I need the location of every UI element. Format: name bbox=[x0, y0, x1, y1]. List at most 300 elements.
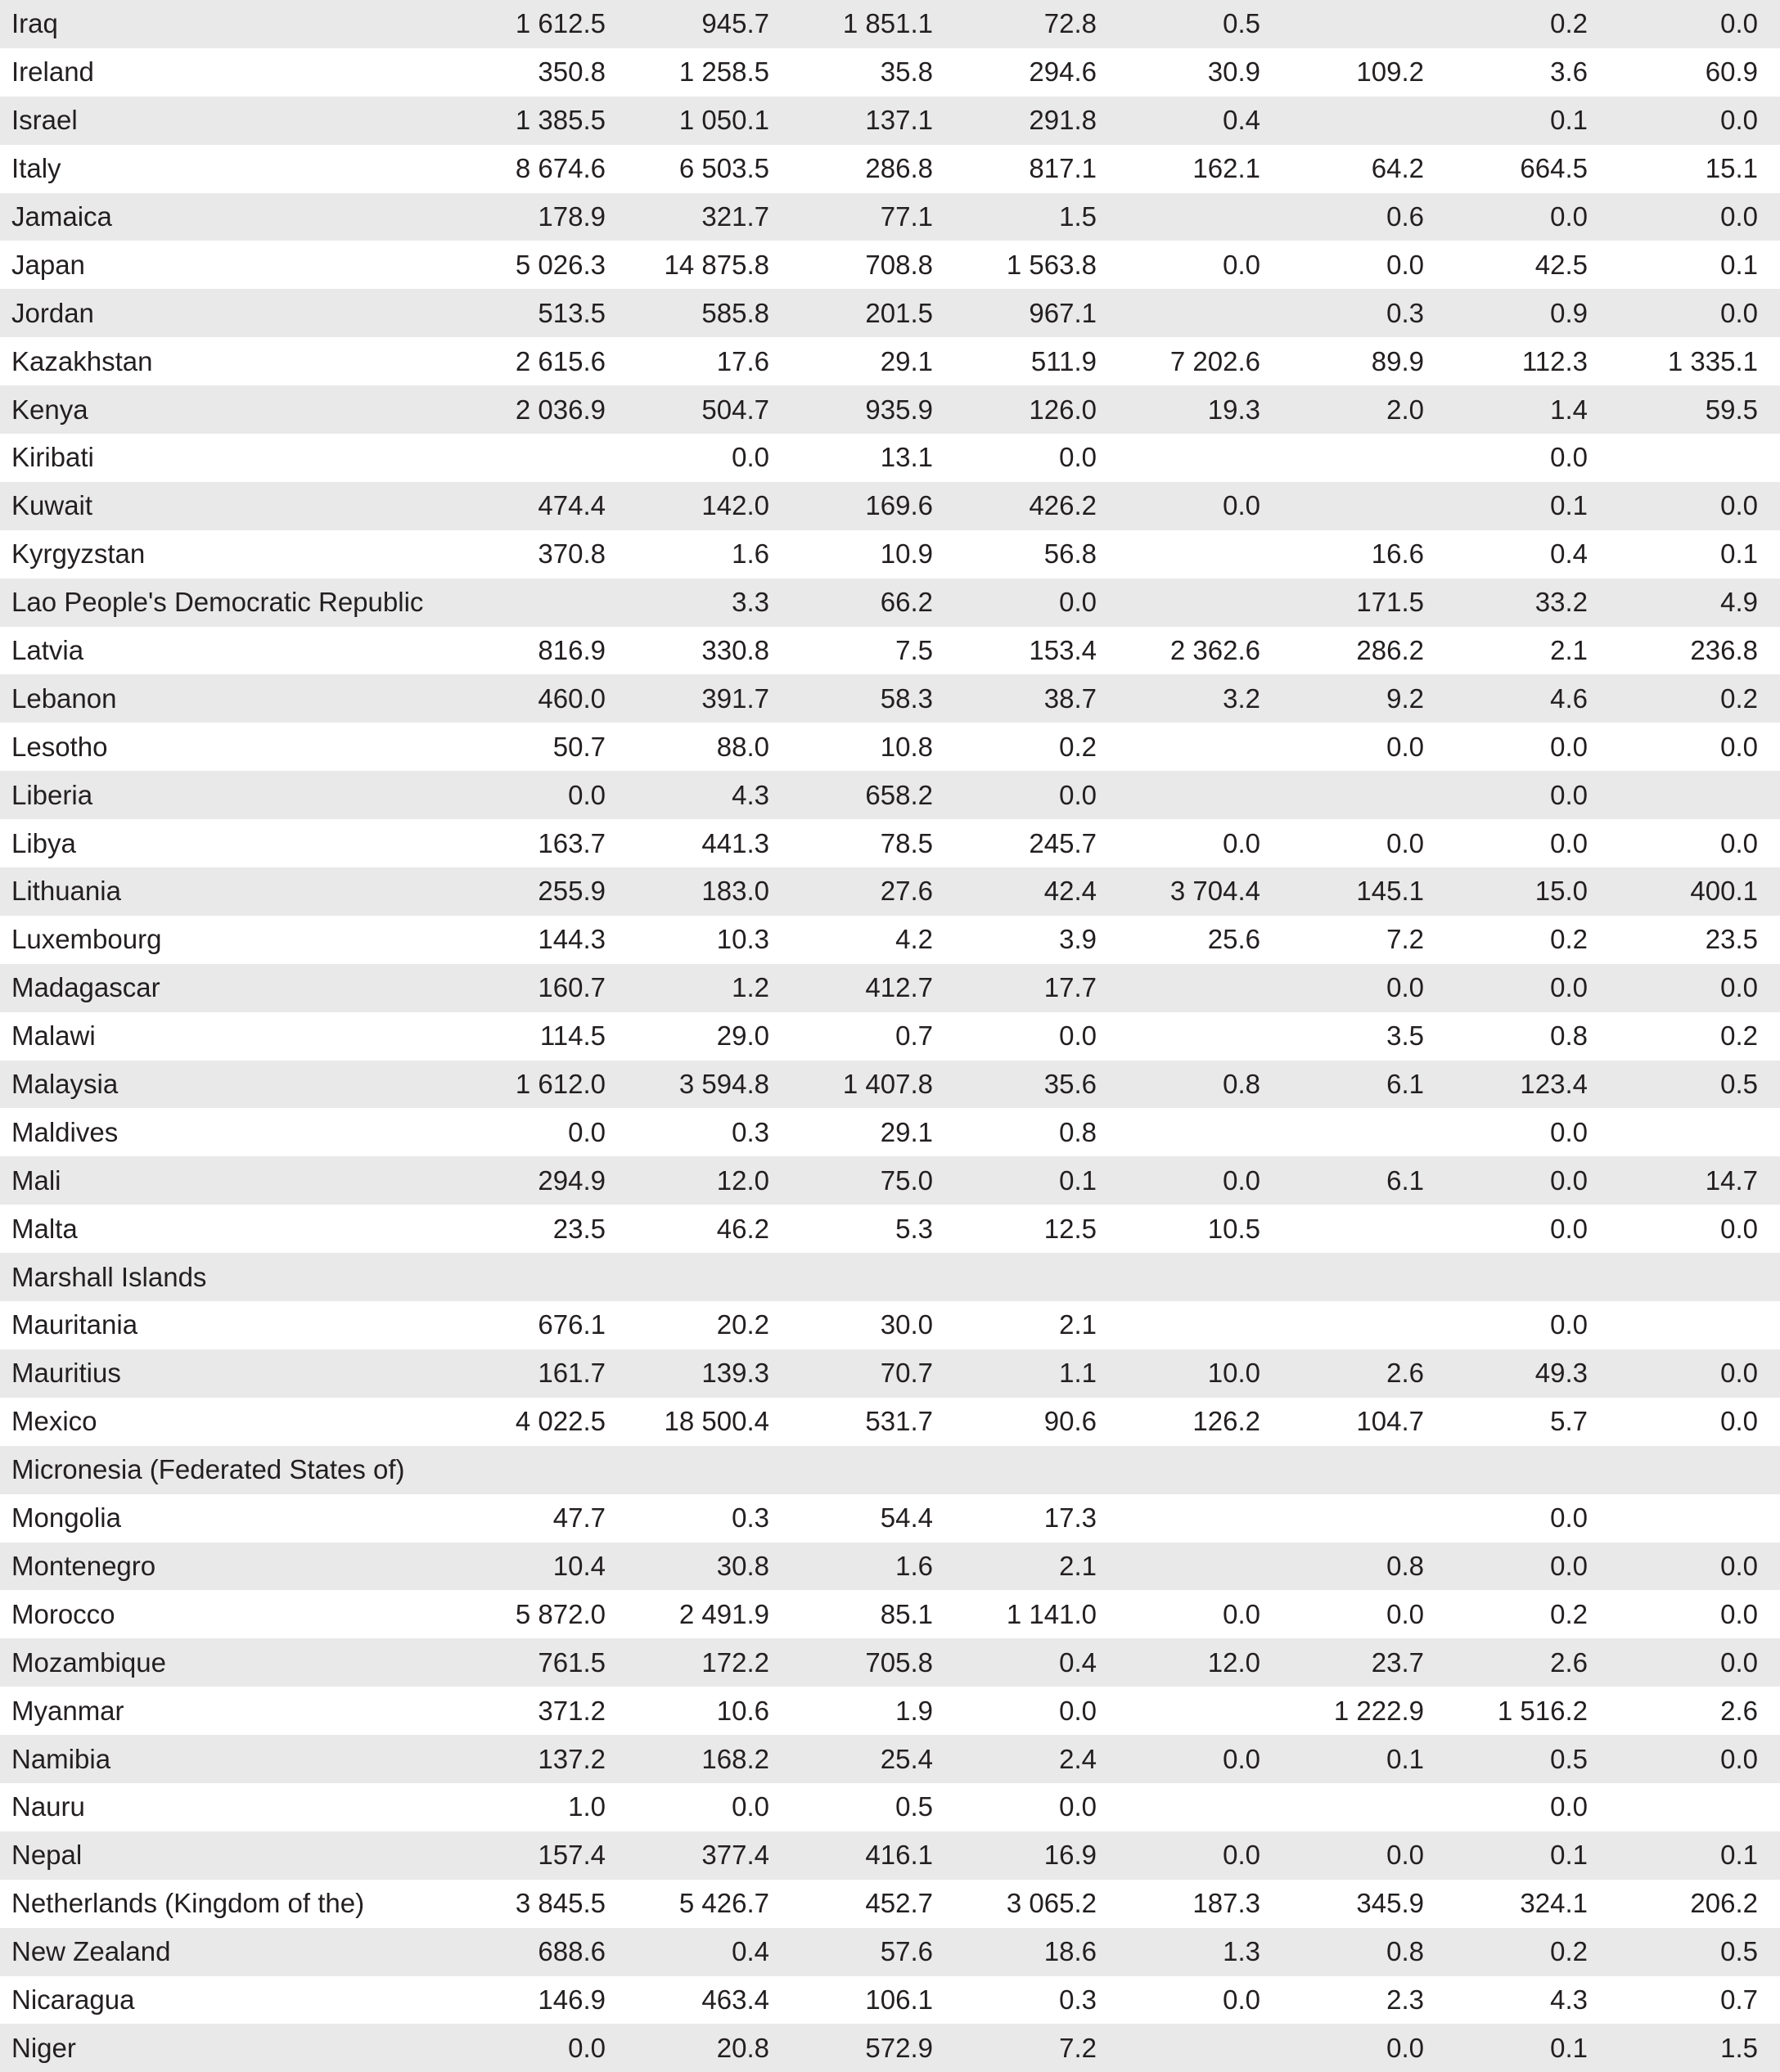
table-row bbox=[0, 1494, 1780, 1543]
value-cell-col-1: 163.7 bbox=[538, 827, 606, 858]
value-cell-col-1: 1.0 bbox=[568, 1791, 606, 1822]
table-row bbox=[0, 1012, 1780, 1061]
value-cell-col-3 bbox=[769, 1446, 933, 1494]
value-cell-col-3 bbox=[769, 1253, 933, 1301]
value-cell-col-1: 370.8 bbox=[538, 538, 606, 570]
value-cell-col-5: 2 362.6 bbox=[1169, 635, 1260, 666]
value-cell-col-3: 412.7 bbox=[865, 972, 933, 1003]
value-cell-col-6 bbox=[1260, 0, 1424, 48]
value-cell-col-7: 0.0 bbox=[1550, 1213, 1588, 1244]
value-cell-col-5: 10.0 bbox=[1207, 1358, 1260, 1389]
country-name-cell: Jordan bbox=[11, 297, 94, 328]
value-cell-col-6 bbox=[1260, 482, 1424, 530]
table-row bbox=[0, 819, 1780, 867]
value-cell-col-4: 0.0 bbox=[1059, 1020, 1097, 1052]
value-cell-col-4: 294.6 bbox=[1029, 56, 1097, 88]
value-cell-col-7: 0.4 bbox=[1550, 538, 1588, 570]
table-row bbox=[0, 674, 1780, 723]
value-cell-col-3: 4.2 bbox=[895, 924, 933, 955]
value-cell-col-5 bbox=[1097, 579, 1260, 627]
value-cell-col-5: 0.8 bbox=[1223, 1069, 1260, 1100]
value-cell-col-5: 19.3 bbox=[1207, 394, 1260, 425]
value-cell-col-5: 30.9 bbox=[1207, 56, 1260, 88]
value-cell-col-4: 1.5 bbox=[1059, 201, 1097, 232]
value-cell-col-8: 0.7 bbox=[1720, 1984, 1758, 2015]
value-cell-col-5 bbox=[1097, 193, 1260, 241]
table-row bbox=[0, 1301, 1780, 1349]
value-cell-col-3: 10.9 bbox=[880, 538, 933, 570]
value-cell-col-6: 0.8 bbox=[1386, 1550, 1424, 1581]
value-cell-col-2: 14 875.8 bbox=[664, 249, 769, 280]
value-cell-col-2: 20.2 bbox=[716, 1309, 769, 1340]
country-name-cell: Ireland bbox=[11, 56, 94, 88]
value-cell-col-1: 4 022.5 bbox=[515, 1406, 606, 1437]
value-cell-col-2: 17.6 bbox=[716, 345, 769, 376]
value-cell-col-4: 2.1 bbox=[1059, 1550, 1097, 1581]
value-cell-col-2: 0.4 bbox=[732, 1936, 769, 1967]
value-cell-col-1: 460.0 bbox=[538, 682, 606, 714]
value-cell-col-8: 0.1 bbox=[1720, 538, 1758, 570]
value-cell-col-3: 0.5 bbox=[895, 1791, 933, 1822]
value-cell-col-1: 3 845.5 bbox=[515, 1888, 606, 1919]
value-cell-col-5: 0.0 bbox=[1223, 1984, 1260, 2015]
value-cell-col-2: 20.8 bbox=[716, 2032, 769, 2063]
value-cell-col-3: 169.6 bbox=[865, 490, 933, 521]
value-cell-col-4: 967.1 bbox=[1029, 297, 1097, 328]
value-cell-col-6 bbox=[1260, 1494, 1424, 1543]
value-cell-col-1: 350.8 bbox=[538, 56, 606, 88]
value-cell-col-1: 2 036.9 bbox=[515, 394, 606, 425]
value-cell-col-4: 2.4 bbox=[1059, 1743, 1097, 1774]
value-cell-col-4: 426.2 bbox=[1029, 490, 1097, 521]
value-cell-col-8 bbox=[1588, 1108, 1780, 1156]
value-cell-col-2 bbox=[606, 1446, 769, 1494]
value-cell-col-7: 15.0 bbox=[1534, 876, 1588, 907]
value-cell-col-5 bbox=[1097, 1494, 1260, 1543]
value-cell-col-7: 0.5 bbox=[1550, 1743, 1588, 1774]
value-cell-col-5 bbox=[1097, 1446, 1260, 1494]
value-cell-col-5 bbox=[1097, 723, 1260, 771]
value-cell-col-6: 0.8 bbox=[1386, 1936, 1424, 1967]
table-row bbox=[0, 1446, 1780, 1494]
value-cell-col-2: 139.3 bbox=[701, 1358, 769, 1389]
value-cell-col-7: 0.1 bbox=[1550, 490, 1588, 521]
value-cell-col-4: 35.6 bbox=[1043, 1069, 1097, 1100]
value-cell-col-1: 2 615.6 bbox=[515, 345, 606, 376]
value-cell-col-2: 142.0 bbox=[701, 490, 769, 521]
country-name-cell: Mexico bbox=[11, 1406, 97, 1437]
value-cell-col-5: 162.1 bbox=[1192, 153, 1260, 184]
value-cell-col-4: 0.0 bbox=[1059, 1695, 1097, 1726]
value-cell-col-8: 0.2 bbox=[1720, 1020, 1758, 1052]
value-cell-col-3: 75.0 bbox=[880, 1164, 933, 1196]
country-name-cell: Niger bbox=[11, 2032, 76, 2063]
value-cell-col-8: 59.5 bbox=[1705, 394, 1758, 425]
value-cell-col-4 bbox=[933, 1446, 1097, 1494]
value-cell-col-6 bbox=[1260, 1253, 1424, 1301]
country-name-cell: Nauru bbox=[11, 1791, 85, 1822]
table-row bbox=[0, 289, 1780, 337]
value-cell-col-1: 157.4 bbox=[538, 1840, 606, 1871]
value-cell-col-3: 531.7 bbox=[865, 1406, 933, 1437]
value-cell-col-4: 72.8 bbox=[1043, 8, 1097, 39]
value-cell-col-4: 16.9 bbox=[1043, 1840, 1097, 1871]
value-cell-col-1: 8 674.6 bbox=[515, 153, 606, 184]
country-name-cell: Myanmar bbox=[11, 1695, 124, 1726]
value-cell-col-8: 0.0 bbox=[1720, 8, 1758, 39]
table-row bbox=[0, 1687, 1780, 1735]
value-cell-col-5 bbox=[1097, 1301, 1260, 1349]
value-cell-col-5: 0.5 bbox=[1223, 8, 1260, 39]
country-name-cell: Latvia bbox=[11, 635, 84, 666]
value-cell-col-6: 9.2 bbox=[1386, 682, 1424, 714]
value-cell-col-5 bbox=[1097, 1108, 1260, 1156]
value-cell-col-7: 0.9 bbox=[1550, 297, 1588, 328]
country-name-cell: Iraq bbox=[11, 8, 58, 39]
value-cell-col-3: 708.8 bbox=[865, 249, 933, 280]
value-cell-col-7: 4.6 bbox=[1550, 682, 1588, 714]
value-cell-col-1: 0.0 bbox=[568, 2032, 606, 2063]
country-name-cell: Kuwait bbox=[11, 490, 93, 521]
value-cell-col-1: 0.0 bbox=[568, 1116, 606, 1147]
value-cell-col-1: 255.9 bbox=[538, 876, 606, 907]
value-cell-col-1: 10.4 bbox=[552, 1550, 606, 1581]
value-cell-col-2: 463.4 bbox=[701, 1984, 769, 2015]
value-cell-col-3: 0.7 bbox=[895, 1020, 933, 1052]
value-cell-col-4: 0.1 bbox=[1059, 1164, 1097, 1196]
table-row bbox=[0, 1061, 1780, 1109]
country-name-cell: Jamaica bbox=[11, 201, 112, 232]
value-cell-col-3: 286.8 bbox=[865, 153, 933, 184]
value-cell-col-6 bbox=[1260, 1108, 1424, 1156]
value-cell-col-2: 5 426.7 bbox=[678, 1888, 769, 1919]
value-cell-col-7: 123.4 bbox=[1520, 1069, 1588, 1100]
value-cell-col-3: 85.1 bbox=[880, 1598, 933, 1629]
value-cell-col-2: 3.3 bbox=[732, 587, 769, 618]
value-cell-col-5: 12.0 bbox=[1207, 1646, 1260, 1678]
value-cell-col-4: 90.6 bbox=[1043, 1406, 1097, 1437]
value-cell-col-4: 38.7 bbox=[1043, 682, 1097, 714]
table-row bbox=[0, 1928, 1780, 1976]
value-cell-col-8: 0.0 bbox=[1720, 105, 1758, 136]
country-name-cell: Mauritius bbox=[11, 1358, 121, 1389]
country-name-cell: Nepal bbox=[11, 1840, 83, 1871]
value-cell-col-7: 0.1 bbox=[1550, 2032, 1588, 2063]
value-cell-col-3: 10.8 bbox=[880, 731, 933, 762]
value-cell-col-7: 0.2 bbox=[1550, 924, 1588, 955]
country-name-cell: Mali bbox=[11, 1164, 61, 1196]
value-cell-col-2: 12.0 bbox=[716, 1164, 769, 1196]
value-cell-col-8: 0.1 bbox=[1720, 249, 1758, 280]
country-name-cell: Japan bbox=[11, 249, 85, 280]
value-cell-col-2: 10.3 bbox=[716, 924, 769, 955]
value-cell-col-1: 474.4 bbox=[538, 490, 606, 521]
value-cell-col-5: 0.0 bbox=[1223, 1743, 1260, 1774]
value-cell-col-7: 0.0 bbox=[1550, 1550, 1588, 1581]
table-row bbox=[0, 1590, 1780, 1638]
table-row bbox=[0, 530, 1780, 579]
value-cell-col-8: 0.0 bbox=[1720, 297, 1758, 328]
value-cell-col-7 bbox=[1424, 1446, 1588, 1494]
value-cell-col-4: 0.0 bbox=[1059, 1791, 1097, 1822]
value-cell-col-2: 6 503.5 bbox=[678, 153, 769, 184]
value-cell-col-8: 236.8 bbox=[1690, 635, 1758, 666]
table-row bbox=[0, 1880, 1780, 1928]
value-cell-col-1: 144.3 bbox=[538, 924, 606, 955]
value-cell-col-5 bbox=[1097, 2024, 1260, 2072]
value-cell-col-4: 17.3 bbox=[1043, 1502, 1097, 1534]
value-cell-col-5: 0.0 bbox=[1223, 1840, 1260, 1871]
value-cell-col-7: 2.1 bbox=[1550, 635, 1588, 666]
table-row bbox=[0, 434, 1780, 482]
value-cell-col-4: 0.0 bbox=[1059, 779, 1097, 810]
value-cell-col-3: 78.5 bbox=[880, 827, 933, 858]
value-cell-col-2: 168.2 bbox=[701, 1743, 769, 1774]
value-cell-col-7: 324.1 bbox=[1520, 1888, 1588, 1919]
value-cell-col-1: 5 026.3 bbox=[515, 249, 606, 280]
table-row bbox=[0, 385, 1780, 434]
value-cell-col-6: 0.0 bbox=[1386, 1598, 1424, 1629]
value-cell-col-4: 1.1 bbox=[1059, 1358, 1097, 1389]
value-cell-col-3: 13.1 bbox=[880, 442, 933, 473]
value-cell-col-3: 27.6 bbox=[880, 876, 933, 907]
country-name-cell: Mongolia bbox=[11, 1502, 121, 1534]
value-cell-col-3: 416.1 bbox=[865, 1840, 933, 1871]
value-cell-col-1: 161.7 bbox=[538, 1358, 606, 1389]
value-cell-col-8 bbox=[1588, 1446, 1780, 1494]
value-cell-col-8: 15.1 bbox=[1705, 153, 1758, 184]
value-cell-col-4: 42.4 bbox=[1043, 876, 1097, 907]
value-cell-col-6: 3.5 bbox=[1386, 1020, 1424, 1052]
value-cell-col-2: 30.8 bbox=[716, 1550, 769, 1581]
value-cell-col-4: 0.4 bbox=[1059, 1646, 1097, 1678]
value-cell-col-1: 1 612.0 bbox=[515, 1069, 606, 1100]
value-cell-col-7: 49.3 bbox=[1534, 1358, 1588, 1389]
value-cell-col-8: 0.0 bbox=[1720, 490, 1758, 521]
table-row bbox=[0, 867, 1780, 916]
table-row bbox=[0, 1543, 1780, 1591]
value-cell-col-2: 172.2 bbox=[701, 1646, 769, 1678]
value-cell-col-2: 585.8 bbox=[701, 297, 769, 328]
country-name-cell: Montenegro bbox=[11, 1550, 156, 1581]
country-name-cell: Malawi bbox=[11, 1020, 96, 1052]
value-cell-col-3: 201.5 bbox=[865, 297, 933, 328]
country-name-cell: Mauritania bbox=[11, 1309, 138, 1340]
value-cell-col-6: 0.0 bbox=[1386, 249, 1424, 280]
value-cell-col-4 bbox=[933, 1253, 1097, 1301]
value-cell-col-2: 441.3 bbox=[701, 827, 769, 858]
table-row bbox=[0, 145, 1780, 193]
table-row bbox=[0, 579, 1780, 627]
value-cell-col-7: 0.2 bbox=[1550, 1598, 1588, 1629]
value-cell-col-6: 345.9 bbox=[1356, 1888, 1424, 1919]
table-row bbox=[0, 1783, 1780, 1831]
value-cell-col-2: 321.7 bbox=[701, 201, 769, 232]
value-cell-col-2: 504.7 bbox=[701, 394, 769, 425]
value-cell-col-3: 1 407.8 bbox=[842, 1069, 933, 1100]
value-cell-col-2: 391.7 bbox=[701, 682, 769, 714]
value-cell-col-8: 1.5 bbox=[1720, 2032, 1758, 2063]
value-cell-col-6: 2.6 bbox=[1386, 1358, 1424, 1389]
value-cell-col-3: 705.8 bbox=[865, 1646, 933, 1678]
table-row bbox=[0, 1735, 1780, 1783]
value-cell-col-2: 3 594.8 bbox=[678, 1069, 769, 1100]
value-cell-col-3: 30.0 bbox=[880, 1309, 933, 1340]
value-cell-col-6: 145.1 bbox=[1356, 876, 1424, 907]
value-cell-col-2: 0.3 bbox=[732, 1116, 769, 1147]
value-cell-col-5: 126.2 bbox=[1192, 1406, 1260, 1437]
value-cell-col-8: 2.6 bbox=[1720, 1695, 1758, 1726]
value-cell-col-5: 0.0 bbox=[1223, 827, 1260, 858]
value-cell-col-6: 6.1 bbox=[1386, 1069, 1424, 1100]
value-cell-col-2: 18 500.4 bbox=[664, 1406, 769, 1437]
value-cell-col-4: 3.9 bbox=[1059, 924, 1097, 955]
table-row bbox=[0, 627, 1780, 675]
value-cell-col-4: 0.3 bbox=[1059, 1984, 1097, 2015]
value-cell-col-8: 0.0 bbox=[1720, 1406, 1758, 1437]
value-cell-col-2: 945.7 bbox=[701, 8, 769, 39]
value-cell-col-5 bbox=[1097, 1253, 1260, 1301]
value-cell-col-8: 0.0 bbox=[1720, 1743, 1758, 1774]
table-row bbox=[0, 193, 1780, 241]
value-cell-col-6 bbox=[1260, 771, 1424, 819]
table-row bbox=[0, 1976, 1780, 2025]
value-cell-col-2: 1.6 bbox=[732, 538, 769, 570]
value-cell-col-5: 25.6 bbox=[1207, 924, 1260, 955]
table-row bbox=[0, 241, 1780, 289]
value-cell-col-1: 294.9 bbox=[538, 1164, 606, 1196]
value-cell-col-3: 1.9 bbox=[895, 1695, 933, 1726]
value-cell-col-6: 0.0 bbox=[1386, 1840, 1424, 1871]
table-row bbox=[0, 2024, 1780, 2072]
value-cell-col-3: 29.1 bbox=[880, 1116, 933, 1147]
value-cell-col-7 bbox=[1424, 1253, 1588, 1301]
value-cell-col-3: 5.3 bbox=[895, 1213, 933, 1244]
value-cell-col-1: 50.7 bbox=[552, 731, 606, 762]
value-cell-col-2: 88.0 bbox=[716, 731, 769, 762]
value-cell-col-7: 0.1 bbox=[1550, 1840, 1588, 1871]
value-cell-col-4: 126.0 bbox=[1029, 394, 1097, 425]
value-cell-col-1: 816.9 bbox=[538, 635, 606, 666]
value-cell-col-7: 664.5 bbox=[1520, 153, 1588, 184]
value-cell-col-8: 0.0 bbox=[1720, 1646, 1758, 1678]
value-cell-col-2: 1 050.1 bbox=[678, 105, 769, 136]
country-name-cell: New Zealand bbox=[11, 1936, 171, 1967]
value-cell-col-6: 171.5 bbox=[1356, 587, 1424, 618]
value-cell-col-6: 0.0 bbox=[1386, 972, 1424, 1003]
country-name-cell: Nicaragua bbox=[11, 1984, 135, 2015]
value-cell-col-1 bbox=[442, 434, 606, 482]
country-name-cell: Kiribati bbox=[11, 442, 94, 473]
value-cell-col-4: 245.7 bbox=[1029, 827, 1097, 858]
value-cell-col-7: 0.0 bbox=[1550, 442, 1588, 473]
value-cell-col-6 bbox=[1260, 1301, 1424, 1349]
table-row bbox=[0, 723, 1780, 771]
value-cell-col-1: 5 872.0 bbox=[515, 1598, 606, 1629]
value-cell-col-3: 452.7 bbox=[865, 1888, 933, 1919]
country-name-cell: Marshall Islands bbox=[11, 1261, 207, 1292]
value-cell-col-8 bbox=[1588, 434, 1780, 482]
value-cell-col-2: 4.3 bbox=[732, 779, 769, 810]
value-cell-col-3: 572.9 bbox=[865, 2032, 933, 2063]
value-cell-col-8: 23.5 bbox=[1705, 924, 1758, 955]
country-name-cell: Lithuania bbox=[11, 876, 121, 907]
value-cell-col-8: 4.9 bbox=[1720, 587, 1758, 618]
value-cell-col-6: 89.9 bbox=[1371, 345, 1424, 376]
value-cell-col-6: 16.6 bbox=[1371, 538, 1424, 570]
value-cell-col-4: 0.0 bbox=[1059, 587, 1097, 618]
value-cell-col-1: 1 612.5 bbox=[515, 8, 606, 39]
value-cell-col-4: 56.8 bbox=[1043, 538, 1097, 570]
country-name-cell: Madagascar bbox=[11, 972, 160, 1003]
value-cell-col-7: 4.3 bbox=[1550, 1984, 1588, 2015]
value-cell-col-3: 1 851.1 bbox=[842, 8, 933, 39]
value-cell-col-4: 2.1 bbox=[1059, 1309, 1097, 1340]
value-cell-col-3: 54.4 bbox=[880, 1502, 933, 1534]
value-cell-col-5: 10.5 bbox=[1207, 1213, 1260, 1244]
value-cell-col-2: 2 491.9 bbox=[678, 1598, 769, 1629]
value-cell-col-1: 47.7 bbox=[552, 1502, 606, 1534]
table-row bbox=[0, 337, 1780, 385]
value-cell-col-4: 7.2 bbox=[1059, 2032, 1097, 2063]
value-cell-col-2: 0.3 bbox=[732, 1502, 769, 1534]
country-name-cell: Malaysia bbox=[11, 1069, 119, 1100]
value-cell-col-8: 0.0 bbox=[1720, 1598, 1758, 1629]
value-cell-col-1: 1 385.5 bbox=[515, 105, 606, 136]
value-cell-col-6: 0.0 bbox=[1386, 827, 1424, 858]
value-cell-col-4: 12.5 bbox=[1043, 1213, 1097, 1244]
table-row bbox=[0, 1349, 1780, 1398]
table-row bbox=[0, 1831, 1780, 1880]
country-name-cell: Micronesia (Federated States of) bbox=[11, 1454, 405, 1485]
value-cell-col-6: 2.3 bbox=[1386, 1984, 1424, 2015]
value-cell-col-8: 0.0 bbox=[1720, 972, 1758, 1003]
value-cell-col-6: 286.2 bbox=[1356, 635, 1424, 666]
value-cell-col-7: 2.6 bbox=[1550, 1646, 1588, 1678]
value-cell-col-1: 178.9 bbox=[538, 201, 606, 232]
value-cell-col-4: 511.9 bbox=[1030, 345, 1097, 376]
table-row bbox=[0, 1156, 1780, 1205]
value-cell-col-1: 23.5 bbox=[552, 1213, 606, 1244]
country-name-cell: Liberia bbox=[11, 779, 93, 810]
value-cell-col-1 bbox=[442, 1446, 606, 1494]
value-cell-col-3: 935.9 bbox=[865, 394, 933, 425]
table-row bbox=[0, 1205, 1780, 1253]
table-row bbox=[0, 48, 1780, 97]
value-cell-col-5 bbox=[1097, 1543, 1260, 1591]
country-name-cell: Lao People's Democratic Republic bbox=[11, 587, 424, 618]
value-cell-col-3: 66.2 bbox=[880, 587, 933, 618]
table-row bbox=[0, 771, 1780, 819]
value-cell-col-6 bbox=[1260, 1205, 1424, 1253]
country-name-cell: Mozambique bbox=[11, 1646, 166, 1678]
value-cell-col-4: 3 065.2 bbox=[1006, 1888, 1097, 1919]
value-cell-col-4: 0.2 bbox=[1059, 731, 1097, 762]
value-cell-col-1: 114.5 bbox=[539, 1020, 606, 1052]
value-cell-col-5 bbox=[1097, 1783, 1260, 1831]
value-cell-col-7: 33.2 bbox=[1534, 587, 1588, 618]
value-cell-col-7: 0.0 bbox=[1550, 731, 1588, 762]
value-cell-col-7: 0.1 bbox=[1550, 105, 1588, 136]
value-cell-col-8: 0.1 bbox=[1720, 1840, 1758, 1871]
value-cell-col-7: 3.6 bbox=[1550, 56, 1588, 88]
value-cell-col-5: 0.0 bbox=[1223, 490, 1260, 521]
value-cell-col-7: 0.8 bbox=[1550, 1020, 1588, 1052]
value-cell-col-4: 18.6 bbox=[1043, 1936, 1097, 1967]
value-cell-col-7: 1 516.2 bbox=[1497, 1695, 1588, 1726]
value-cell-col-3: 58.3 bbox=[880, 682, 933, 714]
country-name-cell: Netherlands (Kingdom of the) bbox=[11, 1888, 365, 1919]
